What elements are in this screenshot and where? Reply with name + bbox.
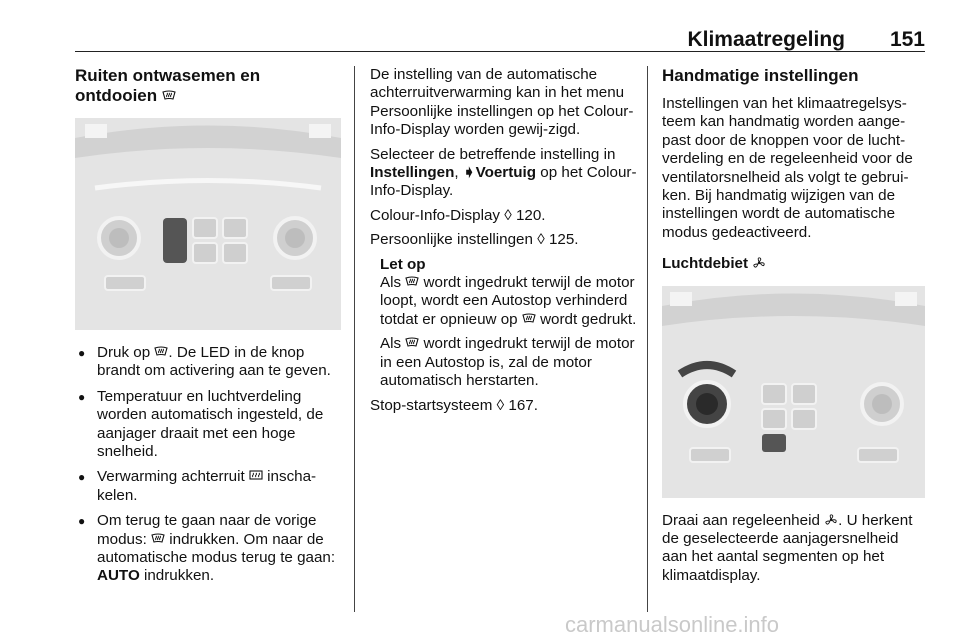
paragraph: Selecteer de betreffende instelling in Instellingen, ➧Voertuig op het Colour-Info-Display.	[370, 145, 637, 200]
windshield-defrost-icon	[405, 337, 419, 349]
cross-reference: Colour-Info-Display ◊ 120.	[370, 206, 546, 224]
note-paragraph: Als wordt ingedrukt terwijl de motor loopt, wordt een Autostop verhinderd totdat er opnieuw op wordt gedrukt.	[380, 274, 637, 328]
cross-reference: Persoonlijke instellingen ◊ 125.	[370, 231, 579, 249]
rear-window-heating-icon	[249, 470, 263, 482]
paragraph: Instellingen van het klimaatregelsys-teem kan handmatig worden aange-past door de knoppen voor de lucht-verdeling en de regeleenheid voor de ventilatorsnelheid als volgt te gebrui-ken. Bij handmatig wijzigen van de instellingen wordt de automatische modus gedeactiveerd.	[662, 95, 913, 241]
windshield-defrost-icon	[405, 276, 419, 288]
fan-icon	[824, 514, 838, 526]
page-title: Klimaatregeling	[687, 28, 845, 51]
middle-column	[370, 66, 638, 421]
section-heading-manual: Handmatige instellingen	[662, 66, 859, 85]
windshield-defrost-icon	[154, 346, 168, 358]
windshield-defrost-icon	[162, 90, 176, 102]
list-item: ● Om terug te gaan naar de vorige modus: indrukken. Om naar de automatische modus terug te gaan: AUTO indrukken.	[75, 512, 341, 586]
defrost-steps-list	[75, 344, 341, 586]
windshield-defrost-icon	[522, 313, 536, 325]
arrow-icon: ➧	[462, 164, 476, 182]
list-item: ● Druk op . De LED in de knop brandt om activering aan te geven.	[75, 344, 341, 381]
climate-panel-illustration	[75, 118, 341, 330]
note-box	[370, 256, 638, 391]
note-title: Let op	[380, 255, 426, 273]
note-paragraph: Als wordt ingedrukt terwijl de motor in een Autostop is, zal de motor automatisch herstarten.	[380, 335, 635, 390]
column-divider	[647, 66, 648, 612]
windshield-defrost-icon	[151, 533, 165, 545]
fan-icon	[752, 257, 766, 269]
list-item: ● Temperatuur en luchtverdeling worden automatisch ingesteld, de aanjager draait met een hoge snelheid.	[75, 388, 341, 462]
reference-icon: ◊	[504, 206, 512, 224]
subheading-airflow: Luchtdebiet	[662, 255, 927, 273]
page-header	[75, 28, 925, 50]
paragraph: De instelling van de automatische achterruitverwarming kan in het menu Persoonlijke instellingen op het Colour-Info-Display worden gewij-zigd.	[370, 66, 634, 139]
reference-icon: ◊	[537, 231, 545, 249]
cross-reference: Stop-startsysteem ◊ 167.	[370, 396, 538, 414]
reference-icon: ◊	[496, 396, 505, 414]
left-column	[75, 66, 341, 593]
section-heading-defrost: Ruiten ontwasemen en ontdooien	[75, 66, 261, 105]
list-item: ● Verwarming achterruit inscha-kelen.	[75, 468, 341, 505]
page-number: 151	[889, 28, 925, 51]
fan-control-illustration	[662, 286, 925, 498]
watermark: carmanualsonline.info	[565, 612, 780, 637]
column-divider	[354, 66, 355, 612]
paragraph: Draai aan regeleenheid . U herkent de geselecteerde aanjagersnelheid aan het aantal segmenten op het klimaatdisplay.	[662, 511, 913, 584]
header-divider	[75, 51, 925, 52]
right-column	[662, 66, 927, 591]
